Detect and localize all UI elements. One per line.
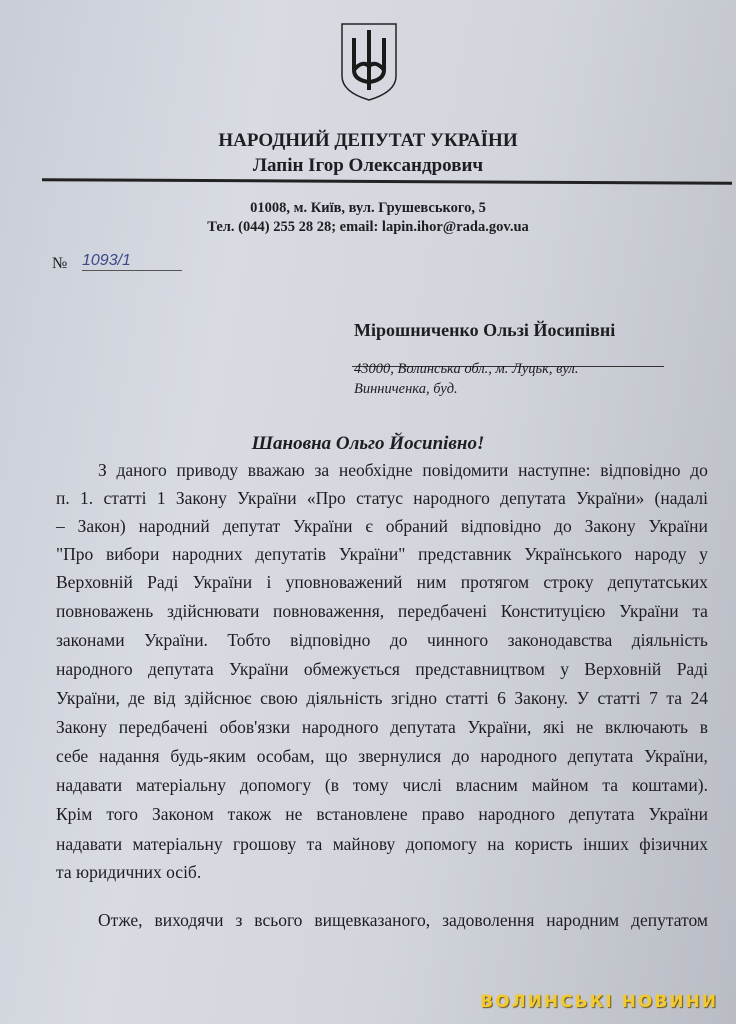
letterhead-contacts: Тел. (044) 255 28 28; email: lapin.ihor@rada.gov.ua [207, 219, 529, 235]
body-line: Верховній Раді України і уповноважений ним протягом строку депутатських [56, 572, 708, 592]
reference-number-label: № [52, 255, 68, 272]
body-line: "Про вибори народних депутатів України" представник Українського народу у [56, 544, 708, 564]
body-line: З даного приводу вважаю за необхідне повідомити наступне: відповідно до [98, 460, 708, 480]
recipient-name: Мірошниченко Ользі Йосипівні [354, 320, 616, 340]
letterhead-divider [42, 178, 732, 185]
body-line: Отже, виходячи з всього вищевказаного, задоволення народним депутатом [98, 910, 708, 930]
watermark-logo: ВОЛИНСЬКІ НОВИНИ [480, 992, 718, 1012]
recipient-address-line1: 43000, Волинська обл., м. Луцьк, вул. [354, 361, 579, 377]
greeting: Шановна Ольго Йосипівно! [251, 433, 485, 454]
body-line: Крім того Законом також не встановлене право народного депутата України [56, 804, 708, 824]
body-line: – Закон) народний депутат України є обраний відповідно до Закону України [56, 516, 708, 536]
letterhead-name: Лапін Ігор Олександрович [252, 155, 484, 176]
body-line: п. 1. статті 1 Закону України «Про статус народного депутата України» (надалі [56, 488, 708, 508]
body-line: народного депутата України обмежується представництвом у Верховній Раді [56, 659, 708, 679]
body-line: себе надання будь-яким особам, що звернулися до народного депутата України, [56, 746, 708, 766]
body-line: України, де від здійснює свою діяльність згідно статті 6 Закону. У статті 7 та 24 [56, 688, 708, 708]
body-line: Закону передбачені обов'язки народного депутата України, які не включають в [56, 717, 708, 737]
body-line: надавати матеріальну грошову та майнову допомогу на користь інших фізичних [56, 834, 708, 854]
body-line: та юридичних осіб. [56, 862, 202, 882]
letterhead-address: 01008, м. Київ, вул. Грушевського, 5 [250, 200, 486, 216]
coat-of-arms-trident-icon [338, 20, 400, 102]
body-line: законами України. Тобто відповідно до чинного законодавства діяльність [56, 630, 708, 650]
letterhead-title: НАРОДНИЙ ДЕПУТАТ УКРАЇНИ [218, 130, 518, 151]
reference-number-value: 1093/1 [82, 252, 182, 271]
recipient-address-line2: Винниченка, буд. [354, 381, 458, 397]
body-line: повноважень здійснювати повноваження, передбачені Конституцією України та [56, 601, 708, 621]
body-line: надавати матеріальну допомогу (в тому числі власним майном та коштами). [56, 775, 708, 795]
